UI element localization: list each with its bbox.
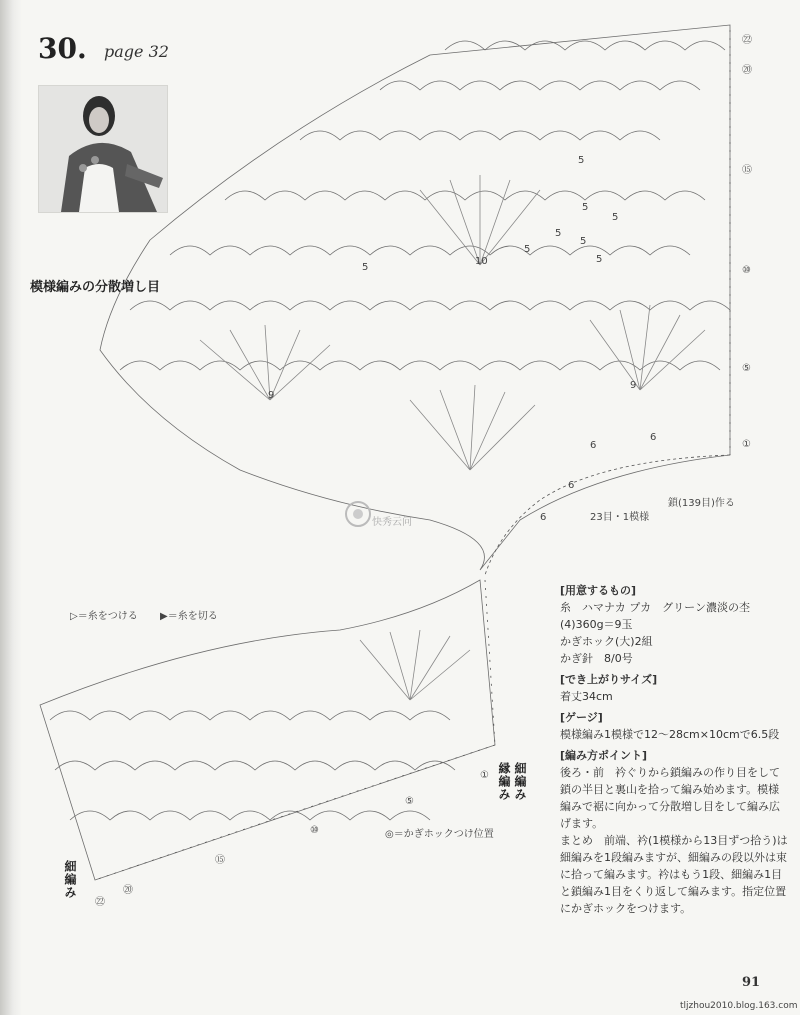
legend-hook-position: ◎＝かぎホックつけ位置 — [385, 829, 494, 840]
row-marker-10: ⑩ — [742, 265, 751, 276]
needle-spec: かぎ針 8/0号 — [560, 652, 633, 665]
repeat-label: 23目・1模様 — [590, 512, 650, 523]
pattern-number: 30. — [38, 32, 87, 65]
chart-title: 模様編みの分散増し目 — [30, 280, 161, 295]
stitch-count: 6 — [590, 440, 597, 451]
row-marker-1: ① — [742, 439, 751, 450]
row-marker-1-bottom: ① — [480, 770, 489, 781]
source-url: tljzhou2010.blog.163.com — [680, 1001, 798, 1011]
edge-label-sc-left: 細編み — [63, 860, 77, 899]
hook-spec: かぎホック(大)2組 — [560, 635, 653, 648]
legend-attach-yarn: ▷＝糸をつける — [70, 611, 138, 622]
stitch-count: 10 — [475, 256, 488, 267]
stitch-count: 5 — [578, 155, 585, 166]
edge-label-border: 縁編み — [497, 762, 511, 801]
stitch-count: 5 — [362, 262, 369, 273]
edge-label-sc-right: 細編み — [513, 762, 527, 801]
row-marker-20-bottom: ⑳ — [123, 885, 133, 896]
size-heading: [でき上がりサイズ] — [560, 673, 658, 686]
stitch-count: 9 — [630, 380, 637, 391]
stitch-count: 5 — [582, 202, 589, 213]
row-marker-15-bottom: ⑮ — [215, 855, 225, 866]
row-marker-20: ⑳ — [742, 65, 752, 76]
row-marker-5: ⑤ — [742, 363, 751, 374]
stitch-count: 5 — [580, 236, 587, 247]
row-marker-22-bottom: ㉒ — [95, 897, 105, 908]
stitch-count: 6 — [650, 432, 657, 443]
instructions-panel — [560, 578, 788, 917]
stitch-count: 6 — [540, 512, 547, 523]
stitch-count: 5 — [596, 254, 603, 265]
length-spec: 着丈34cm — [560, 690, 613, 703]
stitch-count: 5 — [524, 244, 531, 255]
gauge-spec: 模様編み1模様で12〜28cm×10cmで6.5段 — [560, 728, 780, 741]
points-body: 後ろ・前 衿ぐりから鎖編みの作り目をして鎖の半目と裏山を拾って編み始めます。模様編みで裾に向かって分散増し目をして編み広げます。 — [560, 766, 780, 830]
materials-heading: [用意するもの] — [560, 584, 637, 597]
points-heading: [編み方ポイント] — [560, 749, 648, 762]
gauge-heading: [ゲージ] — [560, 711, 603, 724]
chain-label: 鎖(139目)作る — [668, 498, 735, 509]
row-marker-10-bottom: ⑩ — [310, 825, 319, 836]
page-number: 91 — [742, 975, 761, 990]
row-marker-15: ⑮ — [742, 165, 752, 176]
stitch-count: 9 — [268, 390, 275, 401]
finishing-body: まとめ 前端、衿(1模様から13目ずつ拾う)は細編みを1段編みますが、細編みの段以外は束に拾って編みます。衿はもう1段、細編み1目と鎖編み1目をくり返して編みます。指定位置にかぎホックをつけます。 — [560, 834, 788, 915]
page-reference: page 32 — [104, 42, 169, 61]
watermark-text: 快秀云问 — [372, 517, 412, 528]
stitch-count: 5 — [555, 228, 562, 239]
stitch-count: 5 — [612, 212, 619, 223]
legend-cut-yarn: ▶＝糸を切る — [160, 611, 218, 622]
row-marker-22: ㉒ — [742, 35, 752, 46]
stitch-count: 6 — [568, 480, 575, 491]
yarn-spec: 糸 ハマナカ プカ グリーン濃淡の杢 (4)360g＝9玉 — [560, 601, 750, 631]
row-marker-5-bottom: ⑤ — [405, 796, 414, 807]
